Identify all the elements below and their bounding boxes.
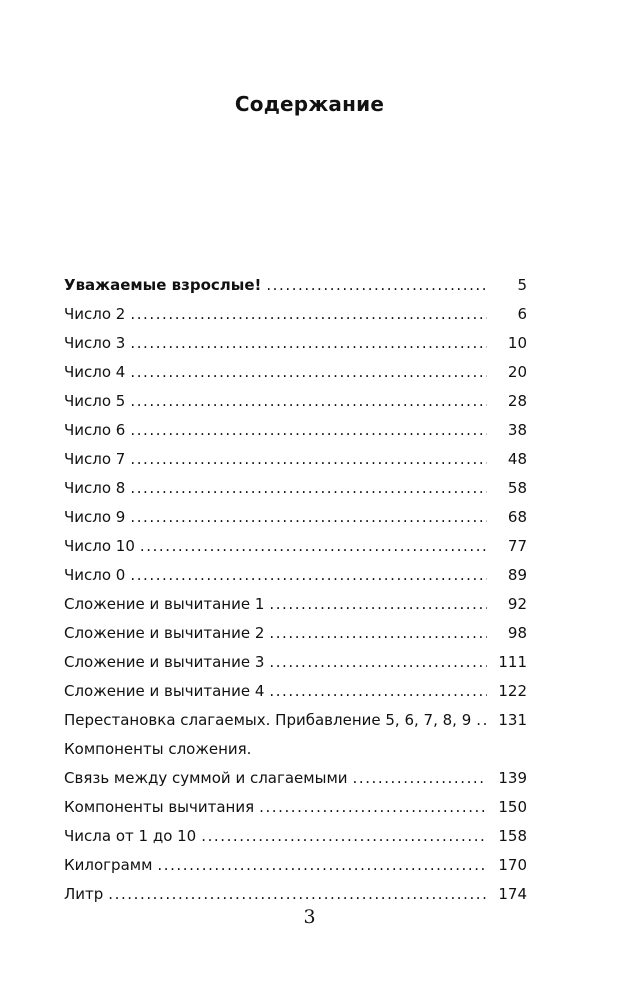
toc-entry [64,851,527,880]
toc-entry [64,822,527,851]
toc-entry-title: Число 7 [64,450,126,468]
toc-entry-title-line2: Связь между суммой и слагаемыми [64,769,348,787]
toc-entry-page: 10 [507,334,527,352]
toc-entry-page: 89 [507,566,527,584]
toc-entry-page: 98 [507,624,527,642]
dot-leader [353,764,487,793]
toc-entry-page: 139 [498,769,527,787]
toc-entry-title-line1: Компоненты сложения. [64,740,252,758]
toc-entry-page: 38 [507,421,527,439]
page-title: Содержание [234,92,385,116]
toc-entry-title: Числа от 1 до 10 [64,827,197,845]
dot-leader [130,329,487,358]
toc-entry-title: Число 2 [64,305,126,323]
toc-entry-title: Число 4 [64,363,126,381]
toc-entry [64,706,527,735]
dot-leader [130,416,487,445]
toc-entry-title: Число 5 [64,392,126,410]
toc-entry [64,880,527,909]
dot-leader [130,561,487,590]
toc-entry-title: Число 6 [64,421,126,439]
toc-entry-page: 150 [498,798,527,816]
dot-leader [140,532,487,561]
toc-entry [64,590,527,619]
toc-entry-title: Перестановка слагаемых. Прибавление 5, 6, 7, 8, 9 [64,711,472,729]
toc-entry-page: 170 [498,856,527,874]
toc-entry [64,532,527,561]
toc-entry-page: 111 [498,653,527,671]
page-number: 3 [303,906,316,928]
toc-entry-page: 58 [507,479,527,497]
toc-entry [64,677,527,706]
dot-leader [157,851,487,880]
dot-leader [130,300,487,329]
toc-entry-title: Килограмм [64,856,153,874]
dot-leader [269,677,487,706]
dot-leader [130,503,487,532]
toc-entry [64,445,527,474]
toc-entry-title: Литр [64,885,104,903]
toc-entry-page: 158 [498,827,527,845]
toc-entry-page: 131 [498,711,527,729]
toc-entry [64,735,527,793]
toc-entry [64,503,527,532]
toc-entry-page: 122 [498,682,527,700]
dot-leader [266,271,487,300]
toc-entry [64,329,527,358]
toc-entry [64,387,527,416]
toc-entry-title: Число 9 [64,508,126,526]
toc-entry-page: 68 [507,508,527,526]
toc-entry-page: 48 [507,450,527,468]
toc-entry-page: 5 [517,276,527,294]
dot-leader [130,474,487,503]
dot-leader [108,880,487,909]
toc-entry [64,416,527,445]
dot-leader [269,648,487,677]
toc-entry [64,358,527,387]
toc-entry [64,561,527,590]
toc-entry-title: Сложение и вычитание 1 [64,595,265,613]
dot-leader [269,619,487,648]
toc-entry-title: Уважаемые взрослые! [64,276,262,294]
toc-entry-title: Сложение и вычитание 3 [64,653,265,671]
dot-leader [259,793,487,822]
toc-entry-title: Число 8 [64,479,126,497]
toc-entry [64,474,527,503]
dot-leader [476,706,487,735]
toc-entry-title: Число 3 [64,334,126,352]
toc-entry [64,300,527,329]
dot-leader [130,358,487,387]
toc-entry [64,793,527,822]
table-of-contents [64,271,527,909]
toc-entry-title: Сложение и вычитание 4 [64,682,265,700]
dot-leader [130,387,487,416]
toc-entry-page: 77 [507,537,527,555]
toc-entry [64,271,527,300]
toc-entry-page: 174 [498,885,527,903]
toc-entry-title: Число 10 [64,537,135,555]
toc-entry-page: 92 [507,595,527,613]
toc-entry-title: Компоненты вычитания [64,798,255,816]
dot-leader [201,822,487,851]
toc-entry-page: 28 [507,392,527,410]
toc-entry [64,648,527,677]
toc-entry-page: 6 [517,305,527,323]
dot-leader [269,590,487,619]
toc-entry-page: 20 [507,363,527,381]
toc-entry-title: Сложение и вычитание 2 [64,624,265,642]
dot-leader [130,445,487,474]
toc-entry-title: Число 0 [64,566,126,584]
toc-entry [64,619,527,648]
